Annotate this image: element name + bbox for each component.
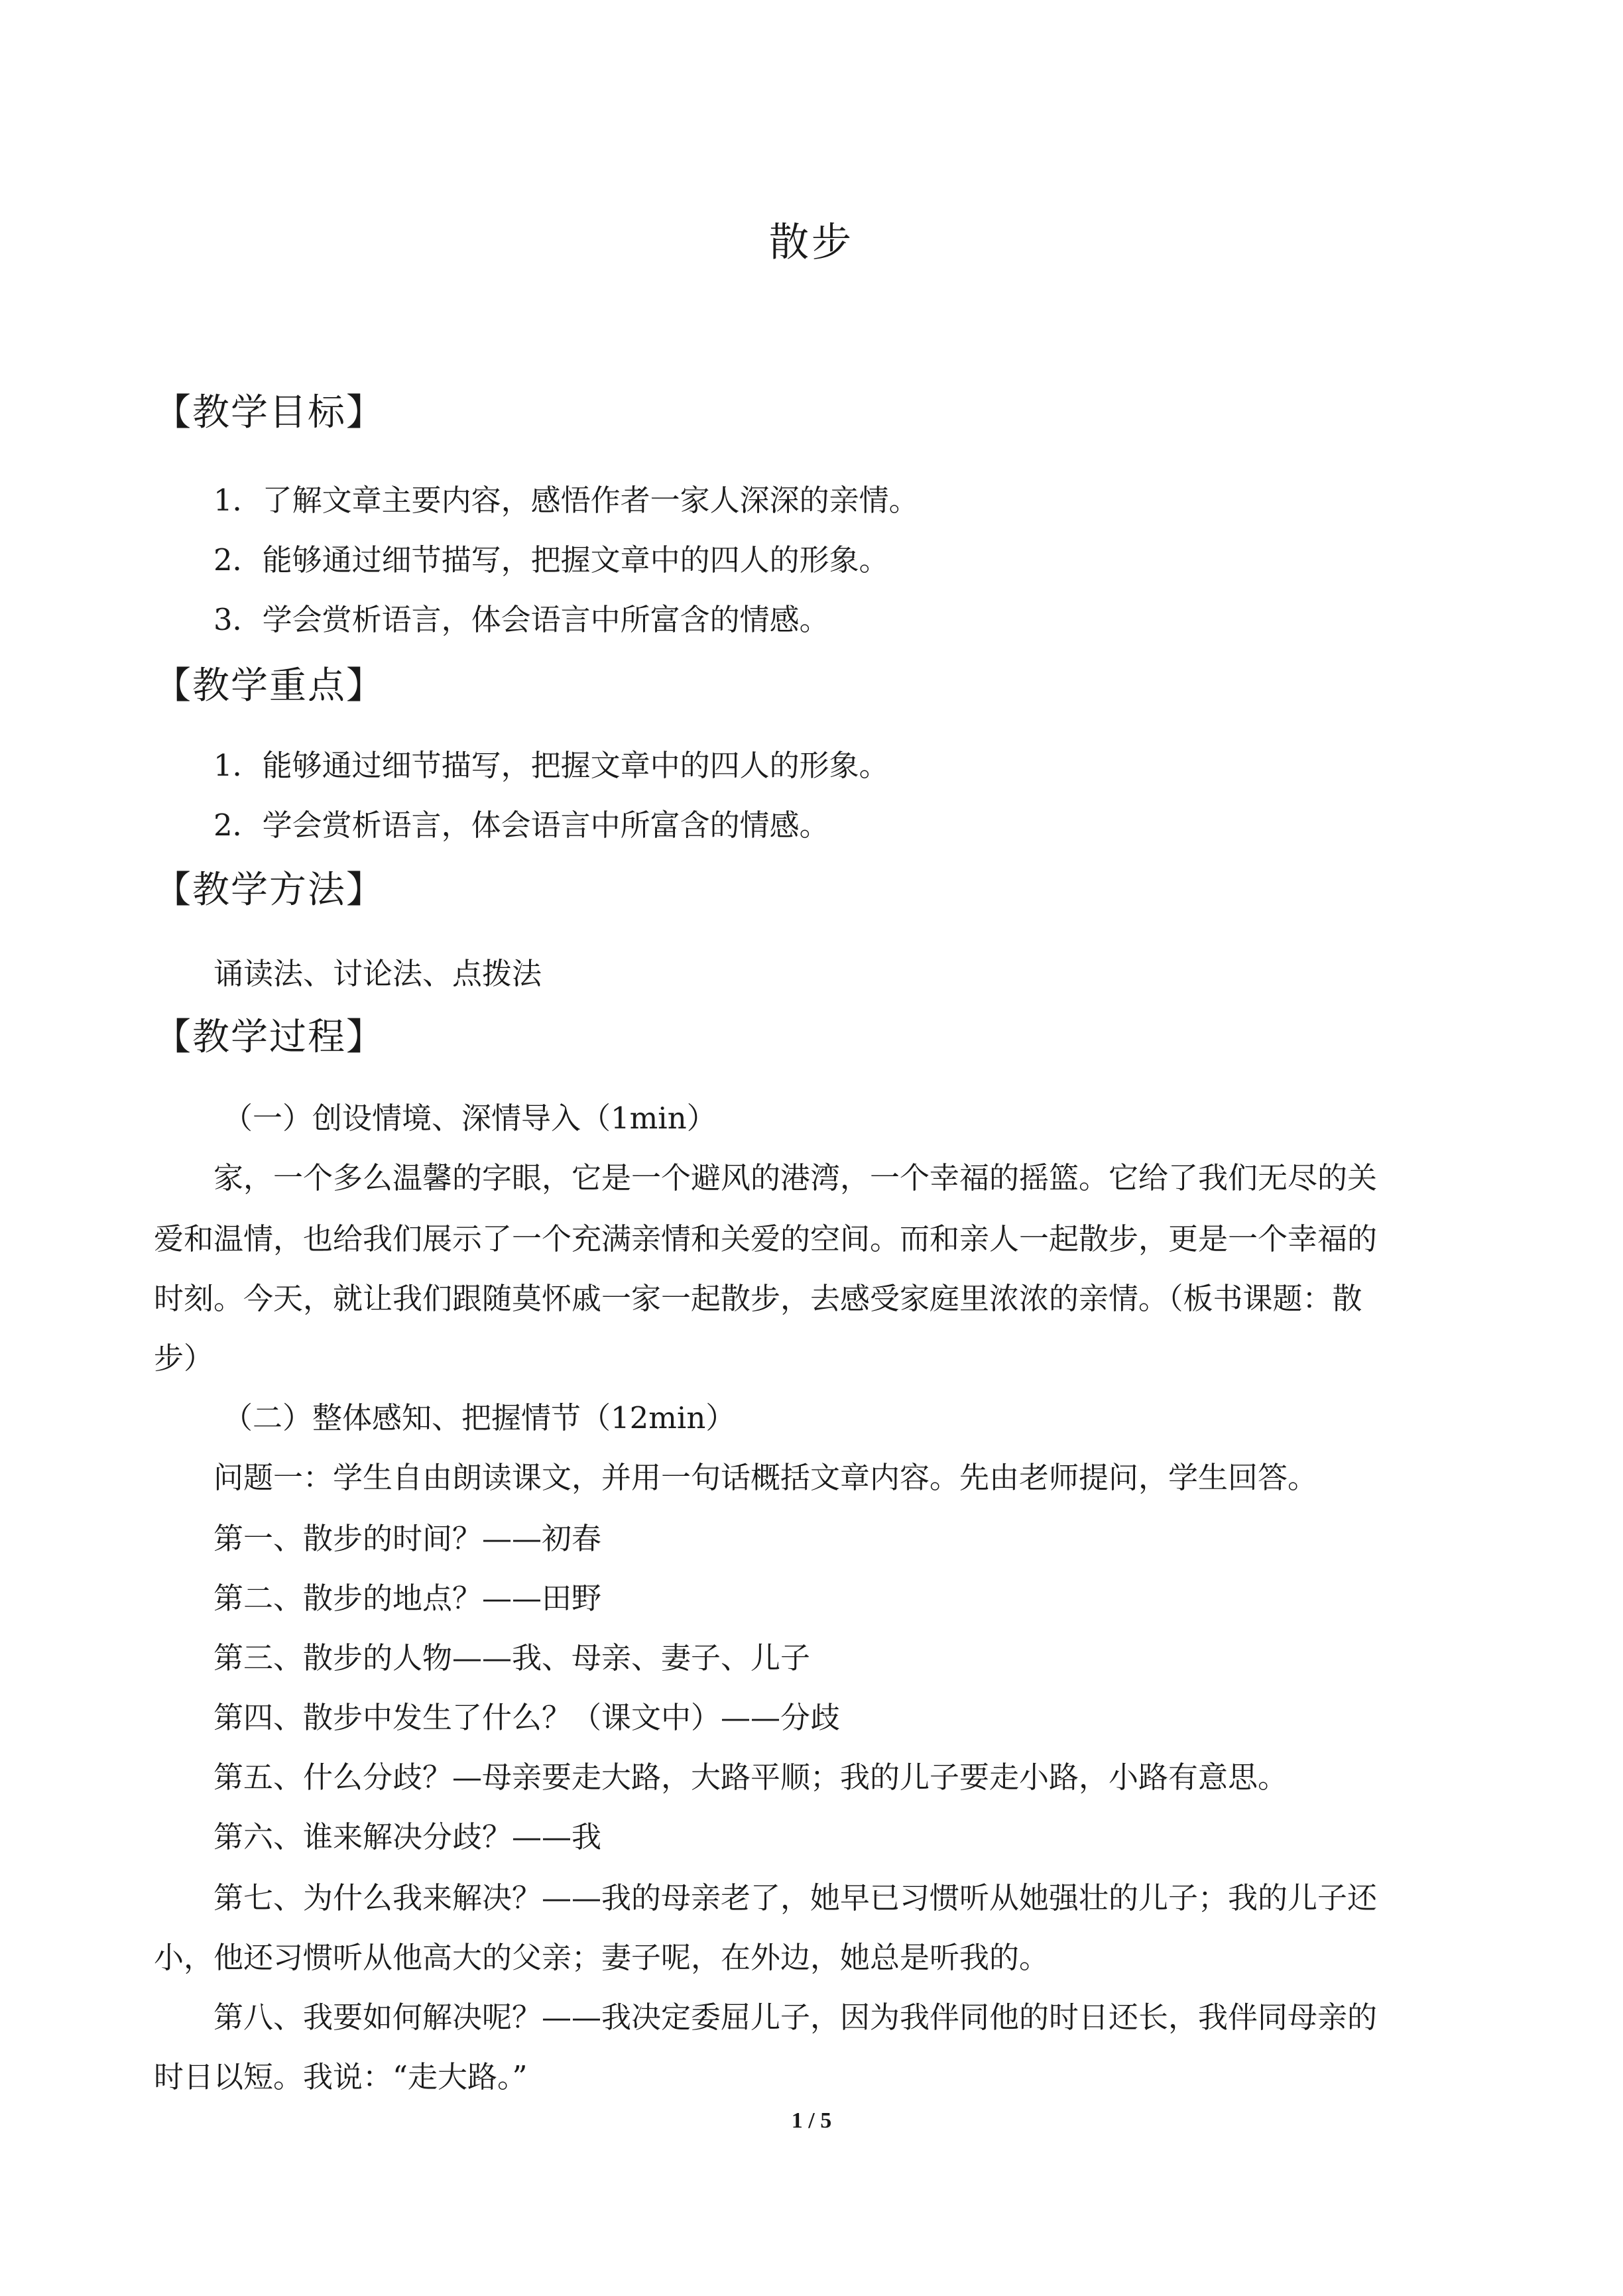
list-item: 第四、散步中发生了什么？（课文中）——分歧 [213,1700,841,1735]
list-item: 第二、散步的地点？——田野 [213,1581,602,1616]
paragraph-line: 步） [154,1341,214,1376]
goal-item: 2．能够通过细节描写，把握文章中的四人的形象。 [213,542,889,577]
question-line: 问题一：学生自由朗读课文，并用一句话概括文章内容。先由老师提问，学生回答。 [213,1460,1318,1495]
paragraph-line: 家，一个多么温馨的字眼，它是一个避风的港湾，一个幸福的摇篮。它给了我们无尽的关 [213,1160,1378,1195]
list-item: 第五、什么分歧？—母亲要走大路，大路平顺；我的儿子要走小路，小路有意思。 [213,1760,1288,1795]
methods-text: 诵读法、讨论法、点拨法 [213,956,542,991]
list-item: 第六、谁来解决分歧？——我 [213,1819,602,1854]
list-item: 第一、散步的时间？——初春 [213,1521,602,1556]
list-item-continuation: 时日以短。我说：“走大路。” [154,2059,528,2094]
list-item-continuation: 小，他还习惯听从他高大的父亲；妻子呢，在外边，她总是听我的。 [154,1940,1050,1975]
step-heading: （二）整体感知、把握情节（12min） [223,1400,736,1435]
key-item: 1．能够通过细节描写，把握文章中的四人的形象。 [213,748,889,783]
key-item: 2．学会赏析语言，体会语言中所富含的情感。 [213,808,829,843]
page-title: 散步 [769,219,854,266]
section-heading-methods: 【教学方法】 [154,869,385,912]
page-number: 1 / 5 [791,2108,832,2133]
section-heading-process: 【教学过程】 [154,1016,385,1059]
section-heading-keys: 【教学重点】 [154,664,385,707]
paragraph-line: 时刻。今天，就让我们跟随莫怀戚一家一起散步，去感受家庭里浓浓的亲情。（板书课题：散 [154,1281,1362,1316]
list-item: 第八、我要如何解决呢？——我决定委屈儿子，因为我伴同他的时日还长，我伴同母亲的 [213,2000,1378,2035]
goal-item: 1．了解文章主要内容，感悟作者一家人深深的亲情。 [213,483,919,518]
list-item: 第三、散步的人物——我、母亲、妻子、儿子 [213,1640,811,1675]
goal-item: 3．学会赏析语言，体会语言中所富含的情感。 [213,602,829,637]
section-heading-goals: 【教学目标】 [154,391,385,434]
paragraph-line: 爱和温情，也给我们展示了一个充满亲情和关爱的空间。而和亲人一起散步，更是一个幸福的 [154,1221,1378,1256]
list-item: 第七、为什么我来解决？——我的母亲老了，她早已习惯听从她强壮的儿子；我的儿子还 [213,1880,1378,1915]
step-heading: （一）创设情境、深情导入（1min） [223,1101,717,1136]
